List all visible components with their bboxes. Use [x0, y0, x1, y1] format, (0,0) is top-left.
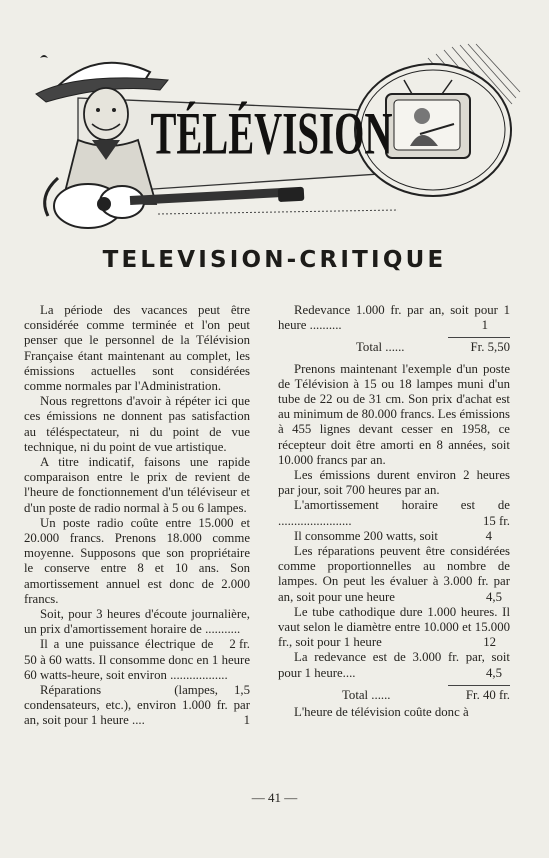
tv-redevance-text: La redevance est de 3.000 fr. par, soit pour 1 heure....: [278, 650, 510, 680]
paragraph-4: Un poste radio coûte entre 15.000 et 20.000 francs. Prenons 18.000 comme moyenne. Supposons que son propriétaire le conserve entre 8 et 10 ans. Son amortissement annuel est donc de 2.000 francs.: [24, 515, 250, 606]
total-radio-label: Total ......: [356, 340, 405, 355]
tv-redevance-amount: 4,5: [486, 665, 502, 680]
repairs-amount: 1: [243, 713, 250, 728]
banner-title: TÉLÉVISION: [150, 99, 393, 167]
tv-amort-text: L'amortissement horaire est de: [294, 498, 510, 513]
total-rule-2: [448, 685, 510, 686]
tv-paragraph-1: Prenons maintenant l'exemple d'un poste de Télévision à 15 ou 18 lampes muni d'un tube de 22 ou de 31 cm. Son prix d'achat est au minimum de 80.000 francs. Les émissions à 455 lignes devant cesser en 1958, ce récepteur doit être amorti en 8 années, soit 10.000 francs par an.: [278, 361, 510, 467]
tv-paragraph-3: L'amortissement horaire est de ....................... 15 fr.: [278, 498, 510, 528]
right-column: [278, 303, 510, 720]
banner-illustration: [18, 28, 530, 236]
tv-paragraph-4: [278, 529, 510, 544]
tv-consumption-amount: 4: [485, 528, 492, 543]
paragraph-3: A titre indicatif, faisons une rapide comparaison entre le prix de revient de l'heure de fonctionnement d'un téléviseur et d'un poste de radio normal à 5 ou 6 lampes.: [24, 455, 250, 515]
redevance-radio-amount: 1: [481, 318, 488, 333]
tv-repairs-text: Les réparations peuvent être considérées comme proportionnelles au nombre de lampes. On peut les évaluer à 3.000 fr. par an, soit pour une heure: [278, 544, 510, 604]
amortissement-text: Soit, pour 3 heures d'écoute journalière, un prix d'amortissement horaire de: [24, 607, 250, 637]
total-tv-label: Total ......: [342, 687, 391, 702]
repairs-text: Réparations (lampes, condensateurs, etc.), environ 1.000 fr. par an, soit pour 1 heure ....: [24, 683, 250, 728]
tv-paragraph-5: [278, 544, 510, 605]
tv-consumption-text: Il consomme 200 watts, soit: [294, 528, 438, 543]
consumption-text: Il a une puissance électrique de 50 à 60 watts. Il consomme donc en 1 heure 60 watts-heure, soit environ: [24, 637, 250, 682]
page-number: — 41 —: [251, 790, 298, 805]
redevance-radio: Redevance 1.000 fr. par an, soit pour 1 heure .......... 1: [278, 303, 510, 333]
paragraph-1: La période des vacances peut être considérée comme terminée et l'on peut penser que le personnel de la Télévision Française étant maintenant au complet, les émissions actuelles sont considérées comme normales par l'Administration.: [24, 303, 250, 394]
paragraph-2: Nous regrettons d'avoir à répéter ici que ces émissions ne donnent pas satisfaction au téléspectateur, ni du point de vue technique, ni du point de vue artistique.: [24, 394, 250, 454]
total-tv-value: Fr. 40 fr.: [465, 687, 510, 702]
tv-tube-text: Le tube cathodique dure 1.000 heures. Il vaut selon le diamètre entre 10.000 et 15.000 fr., soit pour 1 heure: [278, 604, 510, 650]
amortissement-amount: 2 fr.: [229, 637, 250, 652]
tv-paragraph-7: [278, 650, 510, 680]
total-radio-value: Fr. 5,50: [470, 340, 510, 355]
article-title: TELEVISION-CRITIQUE: [102, 247, 447, 273]
total-tv-row: [278, 688, 510, 703]
tv-paragraph-6: [278, 605, 510, 651]
tv-tube-amount: 12: [483, 635, 496, 650]
paragraph-6: Il a une puissance électrique de 50 à 60 watts. Il consomme donc en 1 heure 60 watts-heure, soit environ .................. 1,5: [24, 637, 250, 698]
redevance-radio-text: Redevance 1.000 fr. par an, soit pour 1 heure: [278, 303, 510, 333]
paragraph-5: Soit, pour 3 heures d'écoute journalière, un prix d'amortissement horaire de ........... 2 fr.: [24, 607, 250, 652]
total-rule-1: [448, 337, 510, 338]
total-radio-row: [278, 340, 510, 355]
tv-amort-amount: 15 fr.: [482, 513, 510, 528]
consumption-amount: 1,5: [234, 683, 250, 698]
tv-repairs-amount: 4,5: [486, 589, 502, 604]
tv-paragraph-8: L'heure de télévision coûte donc à: [294, 705, 469, 720]
left-column: [24, 303, 250, 729]
television-banner: [18, 28, 530, 236]
tv-paragraph-2: Les émissions durent environ 2 heures par jour, soit 700 heures par an.: [278, 468, 510, 498]
paragraph-7: [24, 683, 250, 729]
